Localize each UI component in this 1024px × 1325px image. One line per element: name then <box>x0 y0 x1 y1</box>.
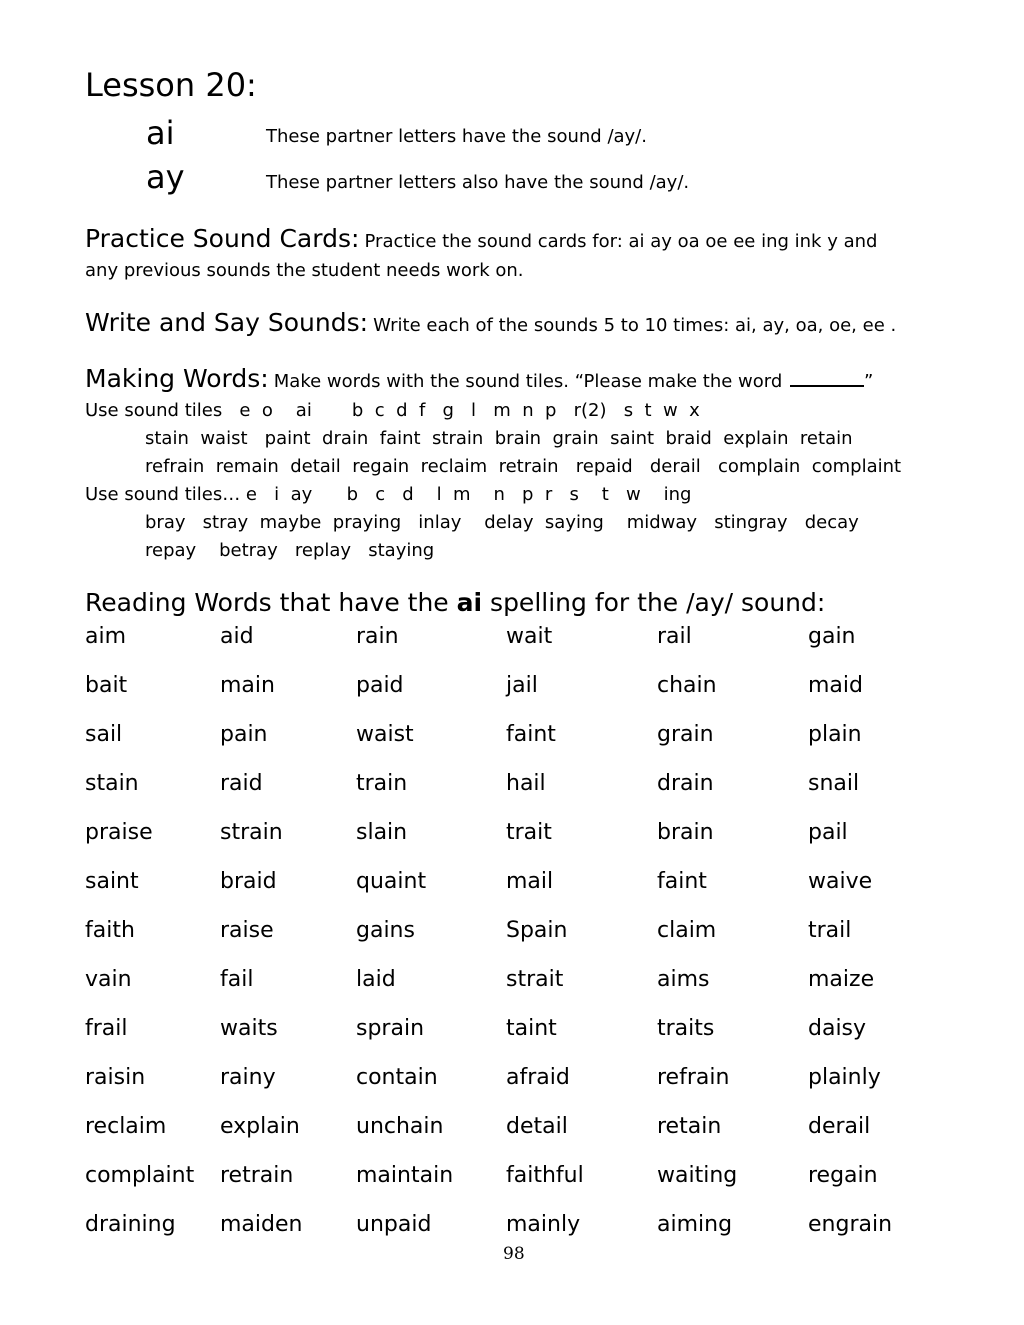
reading-word: grain <box>657 722 714 747</box>
write-say-text: Write each of the sounds 5 to 10 times: ai, ay, oa, oe, ee . <box>373 315 897 336</box>
making-words-text: Make words with the sound tiles. “Please make the word <box>273 371 789 392</box>
reading-word: maize <box>808 967 875 992</box>
reading-word: slain <box>356 820 408 845</box>
reading-word: raid <box>220 771 263 796</box>
practice-text: Practice the sound cards for: ai ay oa oe ee ing ink y and <box>364 231 878 252</box>
reading-word: traits <box>657 1016 715 1041</box>
reading-word: pail <box>808 820 848 845</box>
reading-word: waive <box>808 869 873 894</box>
reading-word: fail <box>220 967 254 992</box>
page-number: 98 <box>503 1244 525 1264</box>
reading-word: brain <box>657 820 714 845</box>
making-words-heading: Making Words: <box>85 364 269 393</box>
reading-word: praise <box>85 820 153 845</box>
reading-word: jail <box>506 673 538 698</box>
reading-words-heading <box>85 588 825 617</box>
reading-word: claim <box>657 918 717 943</box>
reading-word: waist <box>356 722 414 747</box>
reading-word: rail <box>657 624 692 649</box>
reading-word: train <box>356 771 408 796</box>
reading-word: raise <box>220 918 274 943</box>
write-say-section <box>85 308 896 337</box>
making-words-section <box>85 364 873 393</box>
reading-word: mail <box>506 869 554 894</box>
reading-word: complaint <box>85 1163 195 1188</box>
reading-word: aid <box>220 624 254 649</box>
spelling-ai-description: These partner letters have the sound /ay/. <box>266 126 647 147</box>
reading-word: unchain <box>356 1114 444 1139</box>
practice-text-line2: any previous sounds the student needs work on. <box>85 260 524 281</box>
reading-word: maid <box>808 673 863 698</box>
reading-word: chain <box>657 673 717 698</box>
reading-word: daisy <box>808 1016 867 1041</box>
reading-word: main <box>220 673 275 698</box>
sound-tiles-line-2: Use sound tiles… e i ay b c d l m n p r s t w ing <box>85 484 692 505</box>
reading-word: trail <box>808 918 852 943</box>
reading-word: rainy <box>220 1065 276 1090</box>
reading-word: vain <box>85 967 132 992</box>
reading-word: derail <box>808 1114 871 1139</box>
reading-heading-bold: ai <box>456 588 483 617</box>
reading-word: engrain <box>808 1212 893 1237</box>
reading-word: trait <box>506 820 552 845</box>
reading-heading-part2: spelling for the /ay/ sound: <box>482 588 826 617</box>
reading-word: aims <box>657 967 710 992</box>
reading-word: draining <box>85 1212 176 1237</box>
reading-word: saint <box>85 869 139 894</box>
reading-word: braid <box>220 869 277 894</box>
reading-word: bait <box>85 673 128 698</box>
spelling-ay-description: These partner letters also have the sound /ay/. <box>266 172 690 193</box>
making-words-list-2a: bray stray maybe praying inlay delay saying midway stingray decay <box>145 512 859 533</box>
reading-word: waiting <box>657 1163 738 1188</box>
write-say-heading: Write and Say Sounds: <box>85 308 369 337</box>
reading-word: maintain <box>356 1163 454 1188</box>
reading-word: detail <box>506 1114 568 1139</box>
sound-tiles-line-1: Use sound tiles e o ai b c d f g l m n p r(2) s t w x <box>85 400 700 421</box>
reading-word: refrain <box>657 1065 730 1090</box>
reading-word: plainly <box>808 1065 881 1090</box>
reading-word: faint <box>506 722 556 747</box>
reading-word: wait <box>506 624 553 649</box>
spelling-ay: ay <box>146 158 185 196</box>
reading-word: retain <box>657 1114 722 1139</box>
reading-word: stain <box>85 771 139 796</box>
making-words-quote: ” <box>864 371 874 392</box>
reading-word: faith <box>85 918 135 943</box>
making-words-list-2b: repay betray replay staying <box>145 540 435 561</box>
reading-heading-part1: Reading Words that have the <box>85 588 457 617</box>
spelling-ai: ai <box>146 114 175 152</box>
reading-word: aiming <box>657 1212 733 1237</box>
reading-word: reclaim <box>85 1114 167 1139</box>
reading-word: afraid <box>506 1065 570 1090</box>
reading-word: strait <box>506 967 564 992</box>
reading-word: quaint <box>356 869 427 894</box>
reading-word: gain <box>808 624 856 649</box>
reading-word: aim <box>85 624 127 649</box>
word-blank <box>790 369 864 387</box>
reading-word: unpaid <box>356 1212 432 1237</box>
reading-word: plain <box>808 722 862 747</box>
reading-word: laid <box>356 967 396 992</box>
reading-word: frail <box>85 1016 128 1041</box>
reading-word: taint <box>506 1016 557 1041</box>
making-words-list-1b: refrain remain detail regain reclaim retrain repaid derail complain complaint <box>145 456 902 477</box>
reading-word: strain <box>220 820 283 845</box>
reading-word: faithful <box>506 1163 584 1188</box>
reading-word: rain <box>356 624 399 649</box>
making-words-list-1a: stain waist paint drain faint strain brain grain saint braid explain retain <box>145 428 853 449</box>
lesson-title: Lesson 20: <box>85 66 257 104</box>
reading-word: sprain <box>356 1016 425 1041</box>
reading-word: retrain <box>220 1163 294 1188</box>
reading-word: Spain <box>506 918 568 943</box>
reading-word: regain <box>808 1163 878 1188</box>
practice-heading: Practice Sound Cards: <box>85 224 360 253</box>
reading-word: snail <box>808 771 860 796</box>
reading-word: gains <box>356 918 415 943</box>
reading-word: faint <box>657 869 707 894</box>
reading-word: contain <box>356 1065 438 1090</box>
reading-word: drain <box>657 771 714 796</box>
reading-word: explain <box>220 1114 300 1139</box>
reading-word: maiden <box>220 1212 303 1237</box>
reading-word: pain <box>220 722 268 747</box>
reading-word: paid <box>356 673 404 698</box>
reading-word: mainly <box>506 1212 581 1237</box>
reading-word: sail <box>85 722 123 747</box>
reading-word: raisin <box>85 1065 146 1090</box>
reading-word: waits <box>220 1016 278 1041</box>
practice-section <box>85 224 877 253</box>
reading-word: hail <box>506 771 546 796</box>
